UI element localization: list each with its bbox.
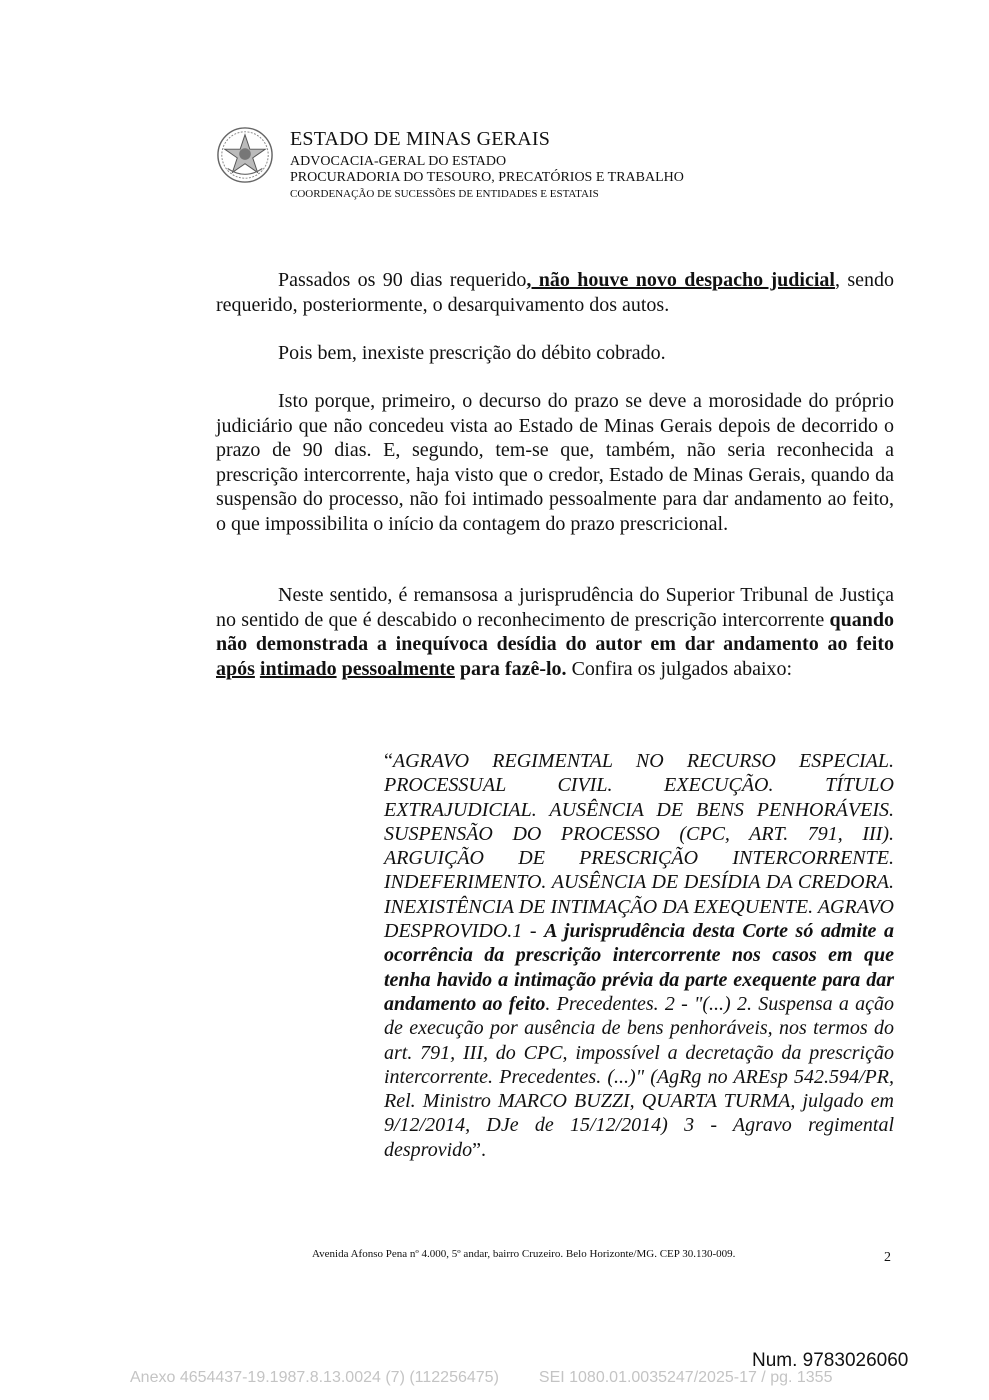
agency-name: ADVOCACIA-GERAL DO ESTADO [290, 154, 507, 169]
p1-text-a: Passados os 90 dias requerido [278, 269, 527, 291]
paragraph-3: Isto porque, primeiro, o decurso do prazo se deve a morosidade do próprio judiciário que não concedeu vista ao Estado de Minas Gerais depois de decorrido o prazo de 90 dias. E, segundo, tem-se que, também, não seria reconhecida a prescrição intercorrente, haja visto que o credor, Estado de Minas Gerais, quando da suspensão do processo, não foi intimado pessoalmente para dar andamento ao feito, o que impossibilita o início da contagem do prazo prescricional. [216, 390, 894, 535]
letterhead [290, 128, 684, 201]
p4-bold-end: para fazê-lo. [459, 657, 567, 680]
annex-stamp [130, 1369, 832, 1387]
paragraph-4 [216, 583, 894, 681]
quote-open-mark: “ [384, 750, 393, 772]
document-number: Num. 9783026060 [752, 1350, 909, 1371]
quote-close-mark: ”. [472, 1138, 487, 1161]
division-name: COORDENAÇÃO DE SUCESSÕES DE ENTIDADES E ESTATAIS [290, 188, 599, 201]
p4-text-a: Neste sentido, é remansosa a jurisprudência do Superior Tribunal de Justiça no sentido de que é descabido o reconhecimento de prescrição intercorrente [216, 584, 894, 631]
quote-text-a: AGRAVO REGIMENTAL NO RECURSO ESPECIAL. PROCESSUAL CIVIL. EXECUÇÃO. TÍTULO EXTRAJUDICIAL. AUSÊNCIA DE BENS PENHORÁVEIS. SUSPENSÃO DO PROCESSO (CPC, ART. 791, III). ARGUIÇÃO DE PRESCRIÇÃO INTERCORRENTE. INDEFERIMENTO. AUSÊNCIA DE DESÍDIA DA CREDORA. INEXISTÊNCIA DE INTIMAÇÃO DA EXEQUENTE. AGRAVO DESPROVIDO.1 - [384, 750, 894, 943]
p1-emphasis: , não houve novo despacho judicial [526, 269, 835, 291]
jurisprudence-quote [384, 749, 894, 1162]
p4-underline-intimado: intimado [259, 657, 337, 680]
sei-id: SEI 1080.01.0035247/2025-17 / pg. 1355 [538, 1369, 833, 1386]
paragraph-1 [216, 268, 894, 317]
quote-bold: A jurisprudência desta Corte só admite a ocorrência da prescrição intercorrente nos casos em que tenha havido a intimação prévia da parte exequente para dar andamento ao feito [384, 920, 895, 1015]
office-name: PROCURADORIA DO TESOURO, PRECATÓRIOS E TRABALHO [290, 170, 684, 186]
p4-underline-pessoalmente: pessoalmente [341, 657, 455, 680]
page-number: 2 [884, 1250, 891, 1265]
p4-bold: quando não demonstrada a inequívoca desídia do autor em dar andamento ao feito [216, 608, 894, 655]
annex-id: Anexo 4654437-19.1987.8.13.0024 (7) (112256475) [130, 1369, 499, 1386]
coat-of-arms-icon [216, 126, 274, 184]
paragraph-2: Pois bem, inexiste prescrição do débito cobrado. [278, 342, 666, 364]
footer-address: Avenida Afonso Pena nº 4.000, 5º andar, bairro Cruzeiro. Belo Horizonte/MG. CEP 30.130-009. [312, 1248, 736, 1260]
p4-text-g: Confira os julgados abaixo: [566, 657, 793, 680]
p4-underline-apos: após [216, 657, 255, 680]
p1-text-c: , sendo requerido, posteriormente, o desarquivamento dos autos. [216, 269, 895, 316]
quote-text-c: . Precedentes. 2 - "(...) 2. Suspensa a ação de execução por ausência de bens penhoráveis, nos termos do art. 791, III, do CPC, impossível a decretação da prescrição intercorrente. Precedentes. (...)" (AgRg no AREsp 542.594/PR, Rel. Ministro MARCO BUZZI, QUARTA TURMA, julgado em 9/12/2014, DJe de 15/12/2014) 3 - Agravo regimental desprovido [384, 992, 894, 1161]
state-name: ESTADO DE MINAS GERAIS [290, 128, 551, 150]
